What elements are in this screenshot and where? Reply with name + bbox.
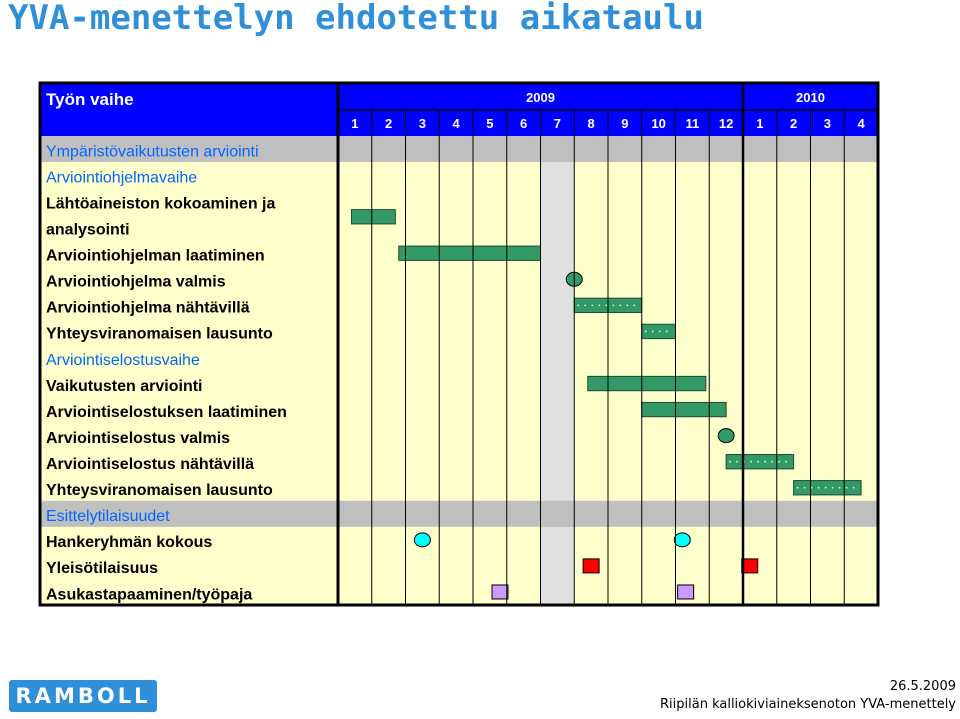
month-label: 6	[520, 116, 528, 131]
month-label: 11	[685, 116, 700, 131]
bar-dot	[757, 461, 759, 463]
page-title: YVA-menettelyn ehdotettu aikataulu	[8, 0, 704, 38]
bar-dot	[666, 331, 668, 333]
bar-dot	[645, 331, 647, 333]
bar-dot	[778, 461, 780, 463]
bar-dot	[750, 461, 752, 463]
bar-dot	[804, 487, 806, 489]
row-label: Vaikutusten arviointi	[46, 377, 203, 395]
header-label: Työn vaihe	[46, 90, 134, 109]
row-label: Esittelytilaisuudet	[46, 508, 170, 526]
row-label: analysointi	[46, 221, 130, 239]
row-label: Lähtöaineiston kokoaminen ja	[46, 195, 276, 213]
row-label: Yhteysviranomaisen lausunto	[46, 325, 273, 343]
bar-dot	[853, 487, 855, 489]
bar-dot	[619, 304, 621, 306]
bar-dot	[785, 461, 787, 463]
bar-dot	[659, 331, 661, 333]
bar-dot	[729, 461, 731, 463]
ramboll-logo: RAMBOLL	[9, 680, 157, 712]
month-label: 2	[790, 116, 798, 131]
grey-month-column	[541, 136, 575, 605]
milestone-oval	[718, 429, 734, 443]
row-label: Arviointiselostus nähtävillä	[46, 455, 255, 473]
bar-dot	[598, 304, 600, 306]
month-label: 1	[351, 116, 359, 131]
bar-dot	[818, 487, 820, 489]
bar-dot	[832, 487, 834, 489]
month-label: 2	[385, 116, 393, 131]
month-label: 5	[486, 116, 494, 131]
row-label: Hankeryhmän kokous	[46, 534, 213, 552]
gantt-bar	[642, 402, 726, 416]
row-label: Yhteysviranomaisen lausunto	[46, 482, 273, 500]
gantt-bar	[399, 246, 541, 260]
bar-dot	[605, 304, 607, 306]
year-label: 2010	[796, 90, 825, 105]
bar-dot	[591, 304, 593, 306]
footer-date: 26.5.2009	[889, 679, 956, 694]
gantt-bar	[588, 376, 706, 390]
gantt-bar	[352, 210, 396, 224]
bar-dot	[652, 331, 654, 333]
month-label: 4	[857, 116, 865, 131]
row-label: Arviointiselostusvaihe	[46, 351, 200, 369]
row-label: Arviointiselostuksen laatiminen	[46, 403, 287, 421]
month-label: 8	[587, 116, 595, 131]
footer-subtitle: Riipilän kalliokiviaineksenoton YVA-menettely	[660, 697, 956, 712]
milestone-square	[583, 559, 599, 573]
month-label: 3	[823, 116, 831, 131]
bar-dot	[626, 304, 628, 306]
month-label: 1	[756, 116, 764, 131]
row-label: Arviointiohjelma valmis	[46, 273, 226, 291]
bar-dot	[846, 487, 848, 489]
row-label: Ympäristövaikutusten arviointi	[46, 143, 259, 161]
bar-dot	[612, 304, 614, 306]
month-label: 9	[621, 116, 629, 131]
bar-dot	[771, 461, 773, 463]
row-label: Arviointiohjelmavaihe	[46, 169, 198, 187]
bar-dot	[633, 304, 635, 306]
month-label: 3	[418, 116, 426, 131]
bar-dot	[736, 461, 738, 463]
row-label: Yleisötilaisuus	[46, 560, 159, 578]
milestone-square	[492, 585, 508, 599]
bar-dot	[839, 487, 841, 489]
bar-dot	[797, 487, 799, 489]
month-label: 10	[651, 116, 666, 131]
dotted-gantt-bar	[642, 324, 676, 338]
month-label: 7	[553, 116, 561, 131]
row-label: Arviointiohjelma nähtävillä	[46, 299, 250, 317]
year-label: 2009	[526, 90, 555, 105]
bar-dot	[825, 487, 827, 489]
month-label: 4	[452, 116, 460, 131]
bar-dot	[584, 304, 586, 306]
bar-dot	[764, 461, 766, 463]
bar-dot	[577, 304, 579, 306]
milestone-oval	[674, 533, 690, 547]
row-label: Arviointiohjelman laatiminen	[46, 247, 265, 265]
row-label: Asukastapaaminen/työpaja	[46, 586, 253, 604]
month-label: 12	[718, 116, 734, 131]
milestone-square	[678, 585, 694, 599]
row-label: Arviointiselostus valmis	[46, 429, 231, 447]
milestone-oval	[414, 533, 430, 547]
